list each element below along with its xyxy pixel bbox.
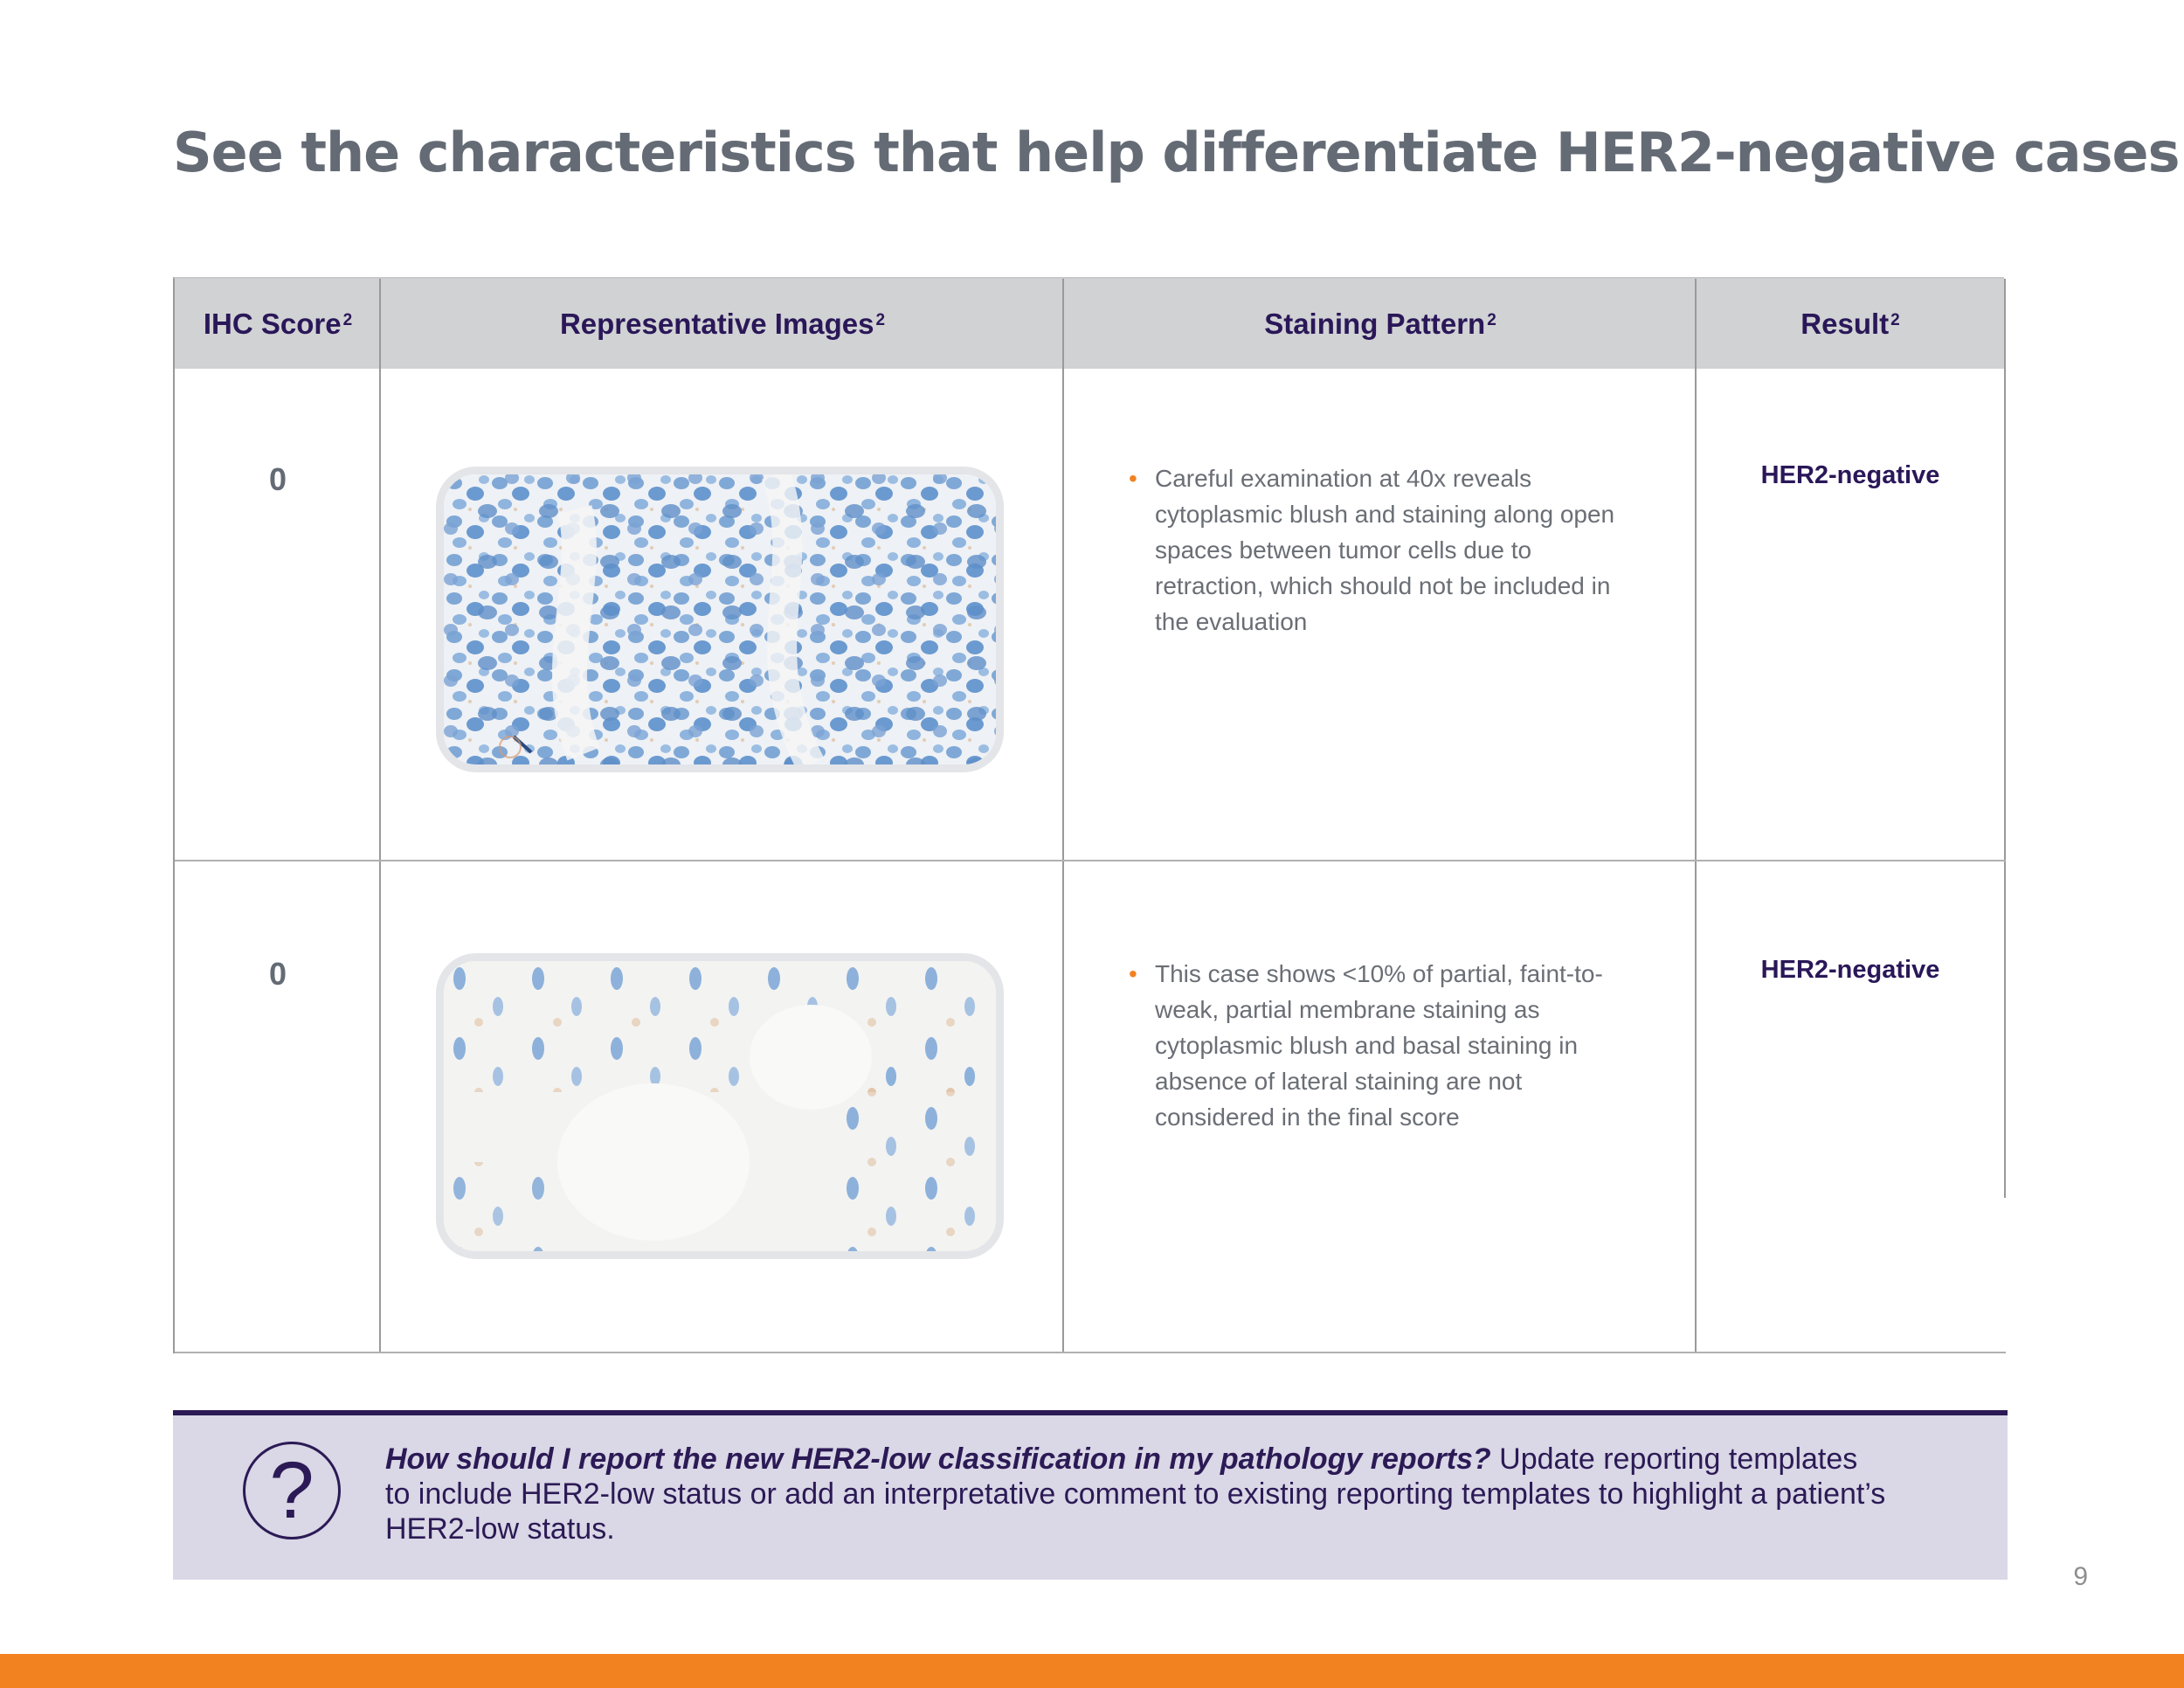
column-divider <box>2004 279 2006 1198</box>
result-value: HER2-negative <box>1760 461 1940 489</box>
header-footnote: 2 <box>1890 310 1900 329</box>
staining-pattern-list <box>1130 460 1637 640</box>
header-label: Staining Pattern <box>1264 307 1486 340</box>
micrograph-cells-image <box>444 474 996 764</box>
question-icon: ? <box>243 1442 341 1539</box>
staining-pattern-text: This case shows <10% of partial, faint-to-weak, partial membrane staining as cytoplasmic blush and basal staining in absence of lateral staining are not considered in the final score <box>1155 960 1603 1131</box>
header-label: Result <box>1800 307 1890 340</box>
staining-pattern-list <box>1130 956 1637 1135</box>
footer-accent-bar <box>0 1654 2184 1688</box>
column-divider <box>1695 279 1697 1353</box>
column-divider <box>379 279 381 1353</box>
header-ihc-score <box>175 279 381 369</box>
page-number: 9 <box>2073 1562 2088 1591</box>
header-footnote: 2 <box>342 310 353 329</box>
representative-image-micrograph <box>436 467 1004 772</box>
bullet-icon: • <box>1129 960 1137 987</box>
header-result <box>1697 279 2004 369</box>
ihc-score-value: 0 <box>268 956 287 992</box>
result-value: HER2-negative <box>1760 956 1940 984</box>
header-staining-pattern <box>1064 279 1697 369</box>
header-label: Representative Images <box>559 307 874 340</box>
column-divider <box>1062 279 1064 1353</box>
staining-pattern-text: Careful examination at 40x reveals cytoplasmic blush and staining along open spaces between tumor cells due to retraction, which should not be included in the evaluation <box>1155 465 1615 635</box>
callout-answer: Update reporting templates to include HER2-low status or add an interpretative comment to existing reporting templates to highlight a patient’s HER2-low status. <box>385 1442 1886 1546</box>
staining-pattern-item <box>1130 956 1637 1135</box>
header-footnote: 2 <box>1487 310 1496 329</box>
bullet-icon: • <box>1129 465 1137 492</box>
ihc-score-value: 0 <box>268 461 287 497</box>
header-footnote: 2 <box>875 310 886 329</box>
header-representative-images <box>381 279 1064 369</box>
reporting-tip-callout <box>173 1410 2008 1580</box>
row-divider <box>175 860 2006 861</box>
callout-question: How should I report the new HER2-low classification in my pathology reports? <box>385 1442 1491 1476</box>
staining-pattern-item <box>1130 460 1637 640</box>
row-divider <box>175 1352 2006 1353</box>
callout-text <box>385 1442 1888 1546</box>
micrograph-cells-image <box>444 961 996 1251</box>
ihc-score-table <box>173 277 2004 1353</box>
page-title: See the characteristics that help differentiate HER2-negative cases <box>173 121 2180 184</box>
header-label: IHC Score <box>203 307 342 340</box>
representative-image-micrograph <box>436 953 1004 1259</box>
